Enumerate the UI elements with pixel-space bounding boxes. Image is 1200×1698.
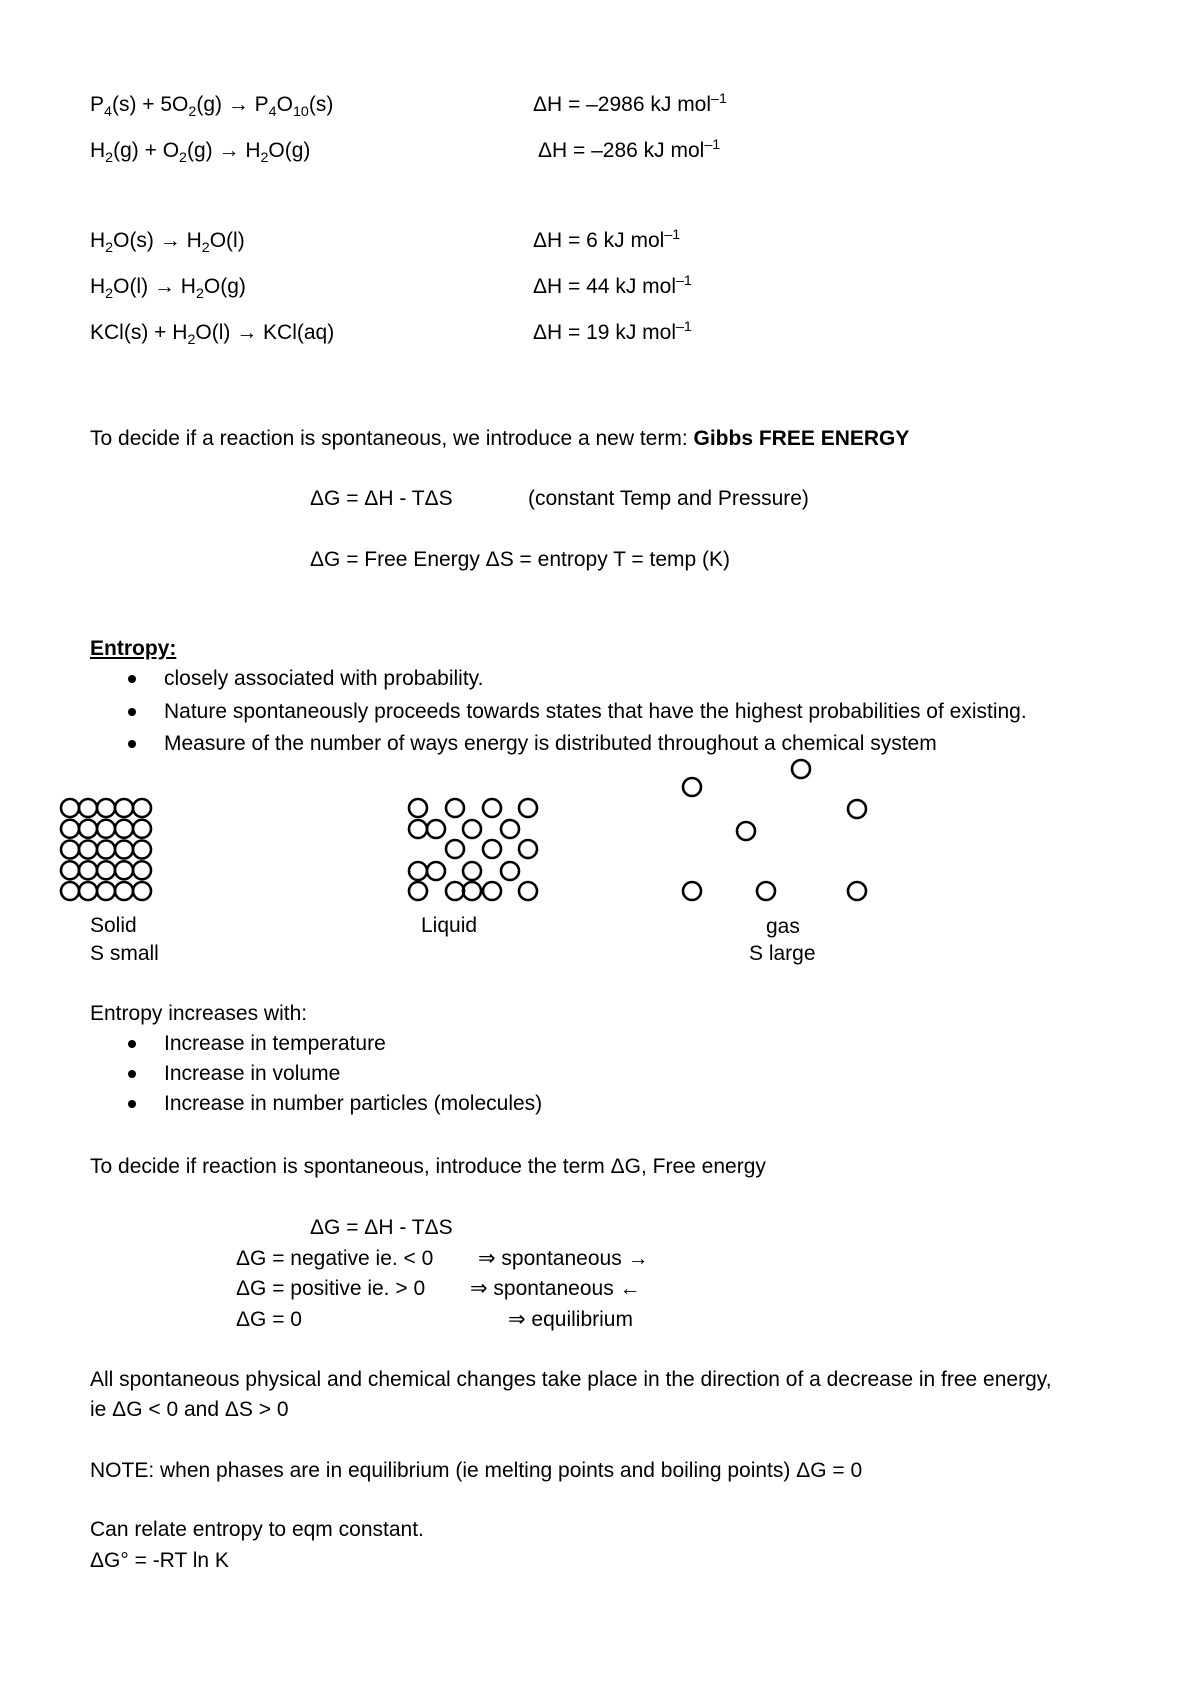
particle: [427, 820, 445, 838]
particle: [483, 799, 501, 817]
reaction-equation: $KCl(s) + H_2O(l) \to KCl(aq)$: [90, 321, 335, 349]
particle: [133, 799, 151, 817]
particle: [409, 882, 427, 900]
reaction-equation: $H_2O(s) \to H_2O(l)$: [90, 229, 245, 257]
particle: [97, 799, 115, 817]
particle: [463, 862, 481, 880]
particle: [79, 861, 97, 879]
particle: [61, 861, 79, 879]
particle: [501, 820, 519, 838]
particle: [115, 841, 133, 859]
criteria-result: ⇒ spontaneous ←: [470, 1277, 641, 1300]
gibbs-condition: (constant Temp and Pressure): [528, 487, 809, 510]
enthalpy-value: ΔH = –286 kJ mol$^{-1}$: [538, 137, 721, 162]
particle: [848, 800, 866, 818]
particle: [61, 799, 79, 817]
particle: [683, 882, 701, 900]
particle: [115, 799, 133, 817]
list-item: closely associated with probability.: [124, 666, 1027, 691]
particle: [519, 840, 537, 858]
particle: [97, 820, 115, 838]
criteria-result: ⇒ equilibrium: [508, 1308, 633, 1331]
particle: [463, 820, 481, 838]
particle: [61, 820, 79, 838]
enthalpy-value: ΔH = –2986 kJ mol$^{-1}$: [533, 91, 727, 116]
particle: [115, 882, 133, 900]
particle: [463, 882, 481, 900]
list-item: Measure of the number of ways energy is distributed throughout a chemical system: [124, 731, 1027, 756]
gas-entropy-label: S large: [749, 942, 816, 965]
particle: [483, 882, 501, 900]
enthalpy-value: ΔH = 6 kJ mol$^{-1}$: [533, 227, 681, 252]
particle: [683, 778, 701, 796]
reaction-equation: $H_2(g) + O_2(g) \to H_2O(g)$: [90, 139, 311, 167]
criteria-equation: ΔG = ΔH - TΔS: [310, 1216, 453, 1239]
solid-entropy-label: S small: [90, 942, 159, 965]
entropy-heading: Entropy:: [90, 637, 177, 660]
gibbs-equation: ΔG = ΔH - TΔS: [310, 487, 453, 510]
list-item: Increase in temperature: [124, 1031, 542, 1056]
particle: [519, 799, 537, 817]
particle: [97, 841, 115, 859]
criteria-result: ⇒ spontaneous →: [478, 1247, 649, 1270]
list-item: Nature spontaneously proceeds towards states that have the highest probabilities of existing.: [124, 699, 1027, 724]
criteria-condition: ΔG = 0: [236, 1308, 302, 1331]
particle: [79, 820, 97, 838]
particle: [427, 862, 445, 880]
enthalpy-value: ΔH = 19 kJ mol$^{-1}$: [533, 319, 692, 344]
liquid-particles: [409, 799, 537, 900]
reaction-equation: $H_2O(l) \to H_2O(g)$: [90, 275, 246, 303]
particle: [79, 799, 97, 817]
gas-particles: [683, 760, 866, 900]
spontaneous-statement: All spontaneous physical and chemical changes take place in the direction of a decrease in free energy,: [90, 1368, 1052, 1391]
criteria-condition: ΔG = negative ie. < 0: [236, 1247, 434, 1270]
particle: [79, 841, 97, 859]
particle: [115, 820, 133, 838]
particle: [483, 840, 501, 858]
particle: [519, 882, 537, 900]
particle: [79, 882, 97, 900]
particle: [737, 822, 755, 840]
particle: [409, 820, 427, 838]
gibbs-eqm-equation: ΔG° = -RT ln K: [90, 1549, 229, 1572]
particle: [97, 882, 115, 900]
gibbs-intro: To decide if a reaction is spontaneous, we introduce a new term: Gibbs FREE ENERGY: [90, 427, 910, 450]
particle: [409, 799, 427, 817]
particle: [115, 861, 133, 879]
particle: [133, 841, 151, 859]
spontaneous-intro: To decide if reaction is spontaneous, introduce the term ΔG, Free energy: [90, 1155, 766, 1178]
criteria-condition: ΔG = positive ie. > 0: [236, 1277, 426, 1300]
particle: [446, 840, 464, 858]
particle: [501, 862, 519, 880]
liquid-label: Liquid: [421, 914, 478, 937]
particle: [133, 861, 151, 879]
particle: [61, 882, 79, 900]
equilibrium-note: NOTE: when phases are in equilibrium (ie melting points and boiling points) ΔG = 0: [90, 1459, 863, 1482]
particle: [409, 862, 427, 880]
eqm-constant-text: Can relate entropy to eqm constant.: [90, 1518, 424, 1541]
entropy-increases-heading: Entropy increases with:: [90, 1002, 308, 1025]
reaction-equation: $P_4(s) + 5O_2(g) \to P_4O_{10}(s)$: [90, 93, 334, 121]
particle: [848, 882, 866, 900]
list-item: Increase in volume: [124, 1061, 542, 1086]
particle: [97, 861, 115, 879]
solid-label: Solid: [90, 914, 137, 937]
particle: [61, 841, 79, 859]
gibbs-definitions: ΔG = Free Energy ΔS = entropy T = temp (K): [310, 548, 731, 571]
particle: [446, 799, 464, 817]
solid-particles: [61, 799, 151, 900]
particle: [757, 882, 775, 900]
list-item: Increase in number particles (molecules): [124, 1091, 542, 1116]
particle: [792, 760, 810, 778]
gas-label: gas: [766, 915, 800, 938]
entropy-increases-list: [124, 1031, 542, 1117]
enthalpy-value: ΔH = 44 kJ mol$^{-1}$: [533, 273, 692, 298]
particle: [446, 882, 464, 900]
spontaneous-condition: ie ΔG < 0 and ΔS > 0: [90, 1398, 289, 1421]
particle: [133, 820, 151, 838]
particle: [133, 882, 151, 900]
